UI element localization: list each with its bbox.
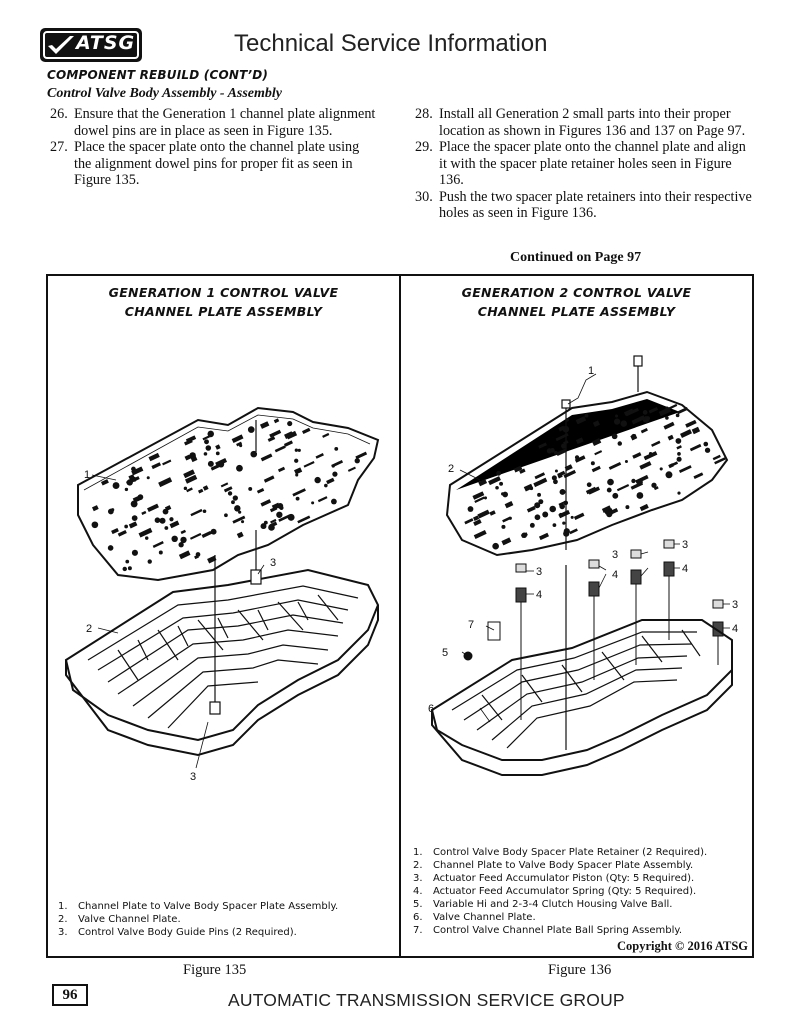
plate-hole [264, 521, 268, 525]
legend-item: 1. Control Valve Body Spacer Plate Retainer (2 Required). [413, 847, 708, 858]
plate-hole [492, 543, 499, 550]
plate-hole [355, 458, 360, 463]
plate-hole [206, 445, 212, 451]
step-item: 26. Ensure that the Generation 1 channel plate alignment dowel pins are in place as seen in Figure 135. [50, 106, 376, 139]
gen2-callout-4b: 4 [612, 569, 619, 581]
plate-hole [171, 536, 177, 542]
plate-hole [643, 410, 648, 415]
plate-hole [159, 518, 165, 524]
gen2-valve-channel-plate [432, 620, 732, 775]
figure-135-title: GENERATION 1 CONTROL VALVE CHANNEL PLATE ASSEMBLY [108, 285, 339, 319]
plate-hole [534, 502, 540, 508]
plate-hole [332, 472, 337, 477]
gen2-callout-4a: 4 [536, 589, 543, 601]
plate-hole [587, 482, 592, 487]
plate-hole [92, 521, 99, 528]
plate-hole [555, 469, 558, 472]
plate-hole [287, 421, 292, 426]
step-item: 29. Place the spacer plate onto the channel plate and align it with the spacer plate retainer holes seen in Figure 136. [415, 139, 746, 188]
figure-135-caption: Figure 135 [183, 962, 247, 978]
plate-hole [612, 493, 618, 499]
plate-hole [550, 448, 555, 453]
plate-hole [241, 520, 244, 523]
plate-hole [132, 550, 138, 556]
plate-hole [521, 532, 527, 538]
figure-divider [399, 274, 401, 958]
plate-hole [549, 506, 556, 513]
plate-hole [606, 511, 612, 517]
plate-hole [314, 477, 320, 483]
plate-hole [484, 496, 487, 499]
step-item: 28. Install all Generation 2 small parts into their proper location as shown in Figures 136 and 137 on Page 97. [415, 106, 746, 139]
plate-hole [612, 433, 618, 439]
footer-title: AUTOMATIC TRANSMISSION SERVICE GROUP [228, 990, 625, 1010]
plate-hole [677, 457, 682, 462]
gen2-callout-1: 1 [588, 365, 595, 377]
gen1-callout-3b: 3 [190, 771, 197, 783]
figure-136-title: GENERATION 2 CONTROL VALVE CHANNEL PLATE ASSEMBLY [461, 285, 692, 319]
plate-hole [111, 508, 114, 511]
plate-hole [468, 506, 474, 512]
plate-hole [276, 512, 282, 518]
plate-hole [128, 566, 132, 570]
plate-hole [677, 452, 681, 456]
plate-hole [184, 487, 187, 490]
plate-hole [127, 479, 133, 485]
legend-item: 2. Valve Channel Plate. [58, 914, 181, 925]
plate-hole [564, 528, 570, 534]
gen1-valve-channel-plate [66, 570, 378, 755]
plate-hole [169, 517, 173, 521]
plate-hole [216, 451, 220, 455]
plate-hole [660, 467, 663, 470]
plate-hole [124, 525, 128, 529]
plate-hole [204, 452, 208, 456]
plate-hole [625, 505, 629, 509]
plate-hole [553, 479, 558, 484]
plate-hole [164, 526, 168, 530]
plate-hole [501, 525, 505, 529]
plate-hole [677, 492, 680, 495]
gen2-callout-7: 7 [468, 619, 475, 631]
figure-136-legend [413, 846, 748, 937]
gen2-callout-2: 2 [448, 463, 455, 475]
plate-hole [637, 492, 644, 499]
plate-hole [331, 499, 337, 505]
plate-hole [496, 471, 501, 476]
plate-hole [562, 522, 565, 525]
legend-item: 6. Valve Channel Plate. [413, 912, 536, 923]
section-subheading: Control Valve Body Assembly - Assembly [47, 86, 283, 101]
plate-hole [113, 482, 120, 489]
gen2-callout-3b: 3 [612, 549, 619, 561]
plate-hole [535, 514, 541, 520]
plate-hole [614, 418, 620, 424]
plate-hole [148, 559, 152, 563]
plate-hole [324, 484, 328, 488]
plate-hole [231, 500, 235, 504]
plate-hole [618, 441, 622, 445]
gen2-callout-3a: 3 [536, 566, 543, 578]
plate-hole [631, 479, 635, 483]
step-item: 30. Push the two spacer plate retainers into their respective holes as seen in Figure 136. [415, 188, 752, 221]
plate-hole [288, 514, 295, 521]
plate-hole [147, 476, 150, 479]
plate-hole [676, 438, 682, 444]
plate-hole [665, 416, 669, 420]
plate-hole [132, 515, 138, 521]
plate-hole [559, 513, 563, 517]
plate-hole [537, 493, 541, 497]
plate-hole [607, 479, 614, 486]
plate-hole [621, 420, 627, 426]
gen2-callout-4d: 4 [732, 623, 739, 635]
gen2-callout-3d: 3 [732, 599, 739, 611]
plate-hole [542, 512, 548, 518]
plate-hole [180, 537, 186, 543]
plate-hole [295, 473, 298, 476]
plate-hole [585, 414, 589, 418]
plate-hole [159, 550, 163, 554]
plate-hole [248, 426, 255, 433]
legend-item: 4. Actuator Feed Accumulator Spring (Qty: 5 Required). [413, 886, 697, 897]
gen1-channel-plate-illustration [48, 330, 398, 790]
plate-hole [125, 560, 129, 564]
plate-hole [228, 491, 232, 495]
steps-right-column [415, 106, 755, 222]
plate-hole [311, 501, 314, 504]
plate-hole [207, 431, 214, 438]
plate-hole [204, 439, 209, 444]
copyright-notice: Copyright © 2016 ATSG [617, 939, 748, 953]
figure-135-legend [58, 900, 393, 939]
step-item: 27. Place the spacer plate onto the channel plate using the alignment dowel pins for proper fit as seen in Figure 135. [50, 139, 360, 188]
plate-hole [560, 489, 566, 495]
gen2-channel-plate-illustration [402, 330, 752, 820]
plate-hole [607, 488, 612, 493]
plate-hole [125, 488, 128, 491]
legend-item: 3. Control Valve Body Guide Pins (2 Required). [58, 927, 297, 938]
plate-hole [553, 523, 557, 527]
gen1-callout-3a: 3 [270, 557, 277, 569]
steps-left-column [50, 106, 380, 189]
header-title: Technical Service Information [234, 30, 548, 57]
gen1-callout-1: 1 [84, 469, 91, 481]
section-heading: COMPONENT REBUILD (CONT’D) [47, 68, 269, 82]
plate-hole [295, 449, 298, 452]
plate-hole [294, 459, 298, 463]
plate-hole [571, 516, 574, 519]
figure-136-caption: Figure 136 [548, 962, 612, 978]
plate-hole [155, 517, 161, 523]
gen2-callout-5: 5 [442, 647, 449, 659]
plate-hole [248, 487, 252, 491]
legend-item: 1. Channel Plate to Valve Body Spacer Plate Assembly. [58, 901, 339, 912]
legend-item: 3. Actuator Feed Accumulator Piston (Qty: 5 Required). [413, 873, 695, 884]
continued-note: Continued on Page 97 [510, 250, 642, 265]
gen1-callout-2: 2 [86, 623, 93, 635]
plate-hole [615, 414, 618, 417]
plate-hole [591, 461, 595, 465]
plate-hole [499, 482, 503, 486]
gen2-callout-4c: 4 [682, 563, 689, 575]
plate-hole [233, 495, 238, 500]
atsg-logo [40, 28, 142, 62]
plate-hole [530, 523, 535, 528]
plate-hole [501, 492, 504, 495]
gen2-callout-3c: 3 [682, 539, 689, 551]
gen2-callout-6: 6 [428, 703, 435, 715]
plate-hole [334, 447, 338, 451]
plate-hole [625, 460, 628, 463]
logo-checkmark-icon [46, 34, 76, 56]
page-number: 96 [52, 984, 88, 1006]
plate-hole [108, 545, 114, 551]
plate-hole [145, 536, 148, 539]
legend-item: 2. Channel Plate to Valve Body Spacer Plate Assembly. [413, 860, 694, 871]
plate-hole [495, 486, 499, 490]
plate-hole [705, 448, 710, 453]
plate-hole [703, 442, 708, 447]
plate-hole [208, 461, 214, 467]
legend-item: 7. Control Valve Channel Plate Ball Spring Assembly. [413, 925, 683, 936]
plate-hole [676, 413, 680, 417]
plate-hole [646, 416, 651, 421]
logo-text: ATSG [76, 32, 136, 54]
plate-hole [123, 567, 127, 571]
plate-hole [224, 513, 228, 517]
legend-item: 5. Variable Hi and 2-3-4 Clutch Housing Valve Ball. [413, 899, 673, 910]
plate-hole [296, 497, 300, 501]
plate-hole [203, 509, 207, 513]
plate-hole [298, 449, 301, 452]
plate-hole [234, 505, 240, 511]
plate-hole [665, 471, 672, 478]
plate-hole [236, 465, 243, 472]
